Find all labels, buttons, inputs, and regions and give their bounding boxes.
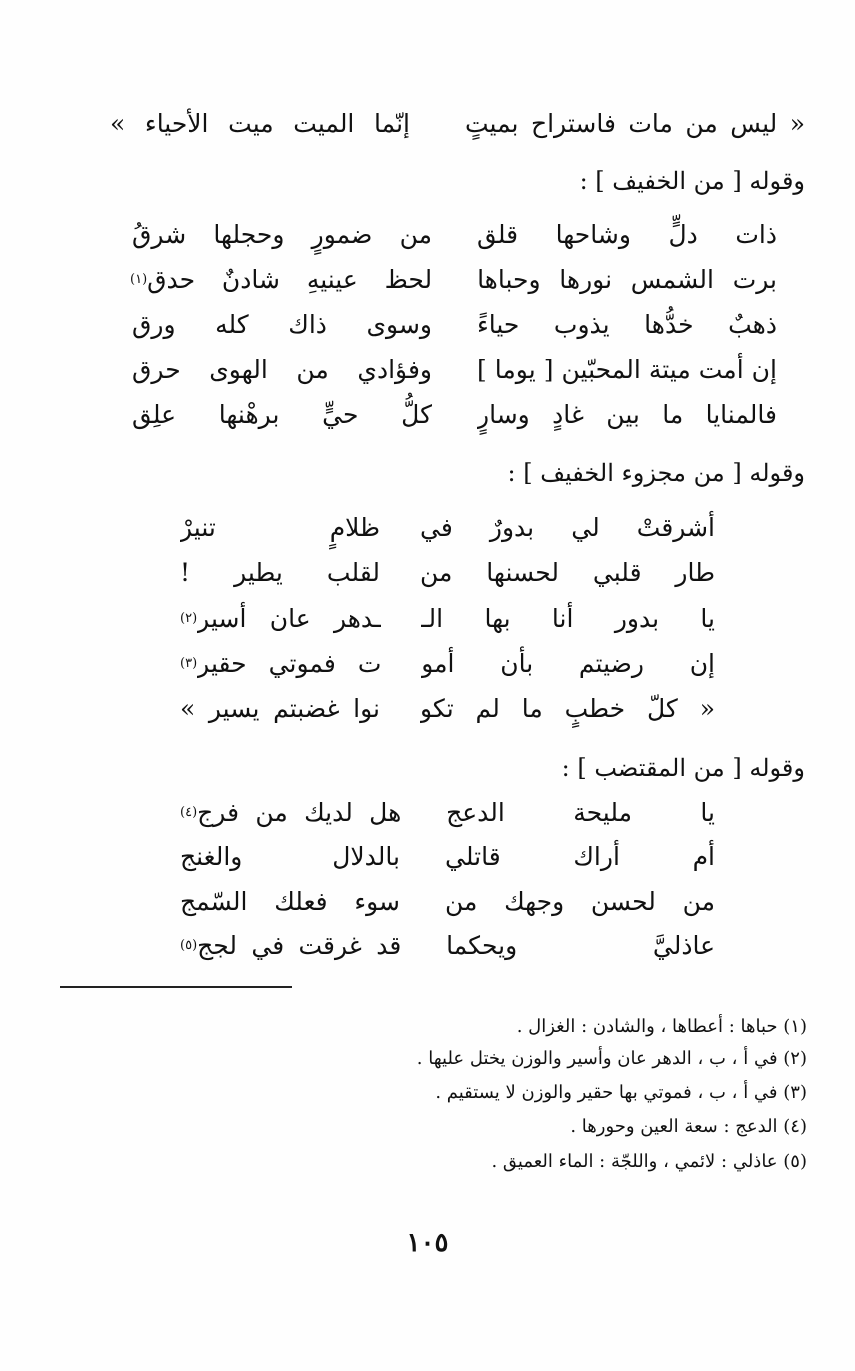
footnote: (١) حباها : أعطاها ، والشادن : الغزال . [516, 1016, 807, 1037]
verse-first-hemistich: فالمنايا ما بين غادٍ وسارٍ [477, 400, 777, 429]
verse-second-hemistich: ـدهر عان أسير [197, 604, 382, 633]
verse-row: يا مليحة الدعج هل لديك من فرج (٤) [180, 790, 715, 836]
footnote: (٣) في أ ، ب ، فموتي بها حقير والوزن لا يستقيم . [435, 1082, 807, 1103]
verse-row [130, 212, 777, 258]
verse-first-hemistich: من لحسن وجهك من [445, 887, 715, 916]
verse-second-hemistich: من ضمورٍ وحجلها شرقُ [132, 220, 432, 249]
verse-first-hemistich: « ليس من مات فاستراح بميتٍ [465, 109, 805, 138]
verse-second-hemistich: لحظ عينيهِ شادنٌ حدق [147, 265, 433, 294]
verse-first-hemistich: يا بدور أنا بها الـ [421, 604, 715, 633]
verse-second-hemistich: هل لديك من فرج [197, 798, 402, 827]
verse-first-hemistich: إن أمت ميتة المحبّين [ يوما ] [477, 355, 777, 384]
verse-second-hemistich: لقلب يطير ! [180, 558, 380, 587]
verse-second-hemistich: ت فموتي حقير [197, 649, 382, 678]
section-heading: وقوله [ من الخفيف ] : [579, 167, 805, 195]
verse-row [130, 302, 777, 348]
page-number: ١٠٥ [406, 1228, 449, 1258]
verse-row [180, 550, 715, 596]
verse-row: إن رضيتم بأن أمو ت فموتي حقير (٣) [180, 641, 715, 687]
intro-verse [60, 101, 805, 147]
verse-row: عاذليَّ ويحكما قد غرقت في لجج (٥) [180, 923, 715, 969]
verse-second-hemistich: إنّما الميت ميت الأحياء » [110, 109, 410, 138]
verse-second-hemistich: بالدلال والغنج [180, 842, 400, 871]
verse-row [180, 834, 715, 880]
verse-row [180, 686, 715, 732]
verse-row [180, 505, 715, 551]
footnote: (٢) في أ ، ب ، الدهر عان وأسير والوزن يختل عليها . [416, 1048, 807, 1069]
verse-second-hemistich: وسوى ذاك كله ورق [132, 310, 432, 339]
verse-first-hemistich: إن رضيتم بأن أمو [421, 649, 715, 678]
verse-first-hemistich: ذهبٌ خدُّها يذوب حياءً [477, 310, 777, 339]
verse-second-hemistich: كلُّ حيٍّ برهْنها علِق [132, 400, 432, 429]
footnote: (٤) الدعج : سعة العين وحورها . [570, 1116, 807, 1137]
verse-row [130, 347, 777, 393]
verse-second-hemistich: وفؤادي من الهوى حرق [132, 355, 432, 384]
verse-second-hemistich: قد غرقت في لجج [197, 931, 402, 960]
verse-first-hemistich: ذات دلٍّ وشاحها قلق [477, 220, 777, 249]
verse-row: برت الشمس نورها وحباها لحظ عينيهِ شادنٌ حدق (١) [130, 257, 777, 303]
verse-first-hemistich: « كلّ خطبٍ ما لم تكو [420, 694, 715, 723]
verse-row [130, 392, 777, 438]
verse-first-hemistich: أشرقتْ لي بدورٌ في [420, 513, 715, 542]
verse-first-hemistich: أم أراك قاتلي [445, 842, 715, 871]
footnote-separator [60, 986, 292, 988]
footnote: (٥) عاذلي : لائمي ، واللجّة : الماء العميق . [491, 1151, 807, 1172]
verse-second-hemistich: نوا غضبتم يسير » [180, 694, 380, 723]
verse-second-hemistich: سوء فعلك السّمج [180, 887, 400, 916]
verse-second-hemistich: ظلامٍ تنيرْ [180, 513, 380, 542]
verse-first-hemistich: طار قلبي لحسنها من [420, 558, 715, 587]
verse-first-hemistich: برت الشمس نورها وحباها [477, 265, 777, 294]
verse-first-hemistich: يا مليحة الدعج [446, 798, 715, 827]
verse-row [180, 879, 715, 925]
verse-row: يا بدور أنا بها الـ ـدهر عان أسير (٢) [180, 596, 715, 642]
verse-first-hemistich: عاذليَّ ويحكما [446, 931, 715, 960]
section-heading: وقوله [ من مجزوء الخفيف ] : [507, 459, 805, 487]
section-heading: وقوله [ من المقتضب ] : [561, 754, 805, 782]
